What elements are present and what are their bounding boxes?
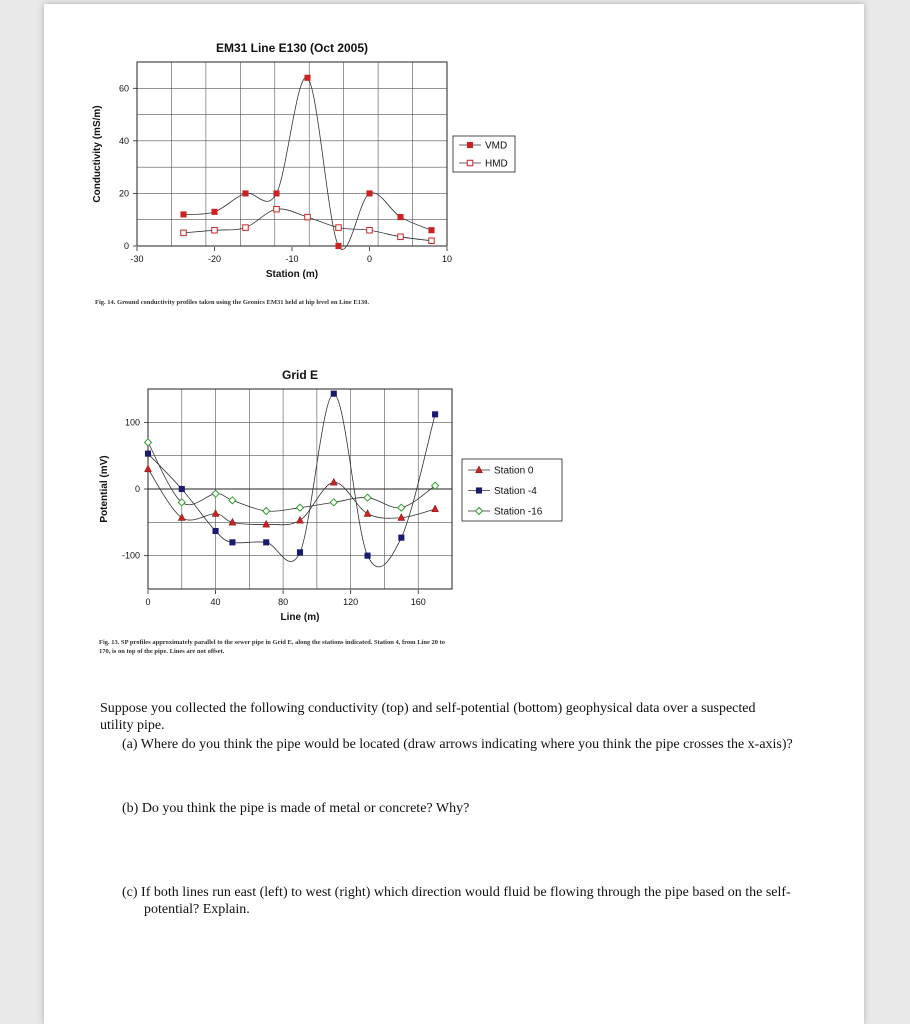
legend-label: Station -16 [494,506,543,518]
x-tick-label: 160 [410,597,426,607]
series-station-4 [145,391,438,567]
fig13-caption-line2: 170, is on top of the pipe. Lines are not offset. [99,648,225,655]
data-point [432,482,439,489]
data-point [364,510,371,517]
legend-label: HMD [485,158,508,170]
y-tick-label: 40 [118,135,129,146]
data-point [297,550,303,556]
data-point [331,391,337,397]
chart-title: EM31 Line E130 (Oct 2005) [215,41,369,55]
y-tick-label: 0 [123,241,129,251]
question-a: (a) Where do you think the pipe would be located (draw arrows indicating where you think the pipe crosses the x-axis)? [122,737,793,752]
data-point [229,497,236,504]
data-point [432,412,438,418]
data-point [432,505,439,512]
legend [462,459,562,521]
data-point [145,439,152,446]
fig14-caption: Fig. 14. Ground conductivity profiles taken using the Geonics EM31 held at hip level on Line E130. [95,299,370,306]
x-tick-label: 10 [441,254,453,264]
data-point [263,540,269,546]
data-point [212,510,219,517]
y-tick-label: 60 [118,83,129,94]
x-tick-label: 0 [366,254,373,264]
legend-marker [476,488,482,494]
data-point [297,516,304,523]
data-point [263,520,270,527]
x-tick-label: 120 [343,597,359,607]
legend-label: Station 0 [494,465,534,477]
y-axis-label: Potential (mV) [99,455,110,523]
data-point [330,478,337,485]
data-point [330,499,337,506]
fig13-chart [44,4,864,644]
y-tick-label: 0 [134,484,140,494]
data-point [399,535,405,541]
legend-label: Station -4 [494,486,537,497]
data-point [230,540,236,546]
document-page [44,4,864,1024]
data-point [263,508,270,515]
question-b: (b) Do you think the pipe is made of metal or concrete? Why? [122,801,470,816]
series-station-16 [145,439,439,515]
x-tick-label: -30 [130,254,144,264]
data-point [398,504,405,511]
x-tick-label: -20 [207,254,222,264]
series-line [148,469,435,525]
y-tick-label: 100 [124,417,140,428]
data-point [364,494,371,501]
chart-title: Grid E [281,368,319,382]
data-point [365,553,371,559]
data-point [145,465,152,472]
data-point [297,504,304,511]
x-tick-label: 80 [278,597,289,607]
y-tick-label: 20 [118,188,129,199]
x-axis-label: Station (m) [265,269,319,280]
x-tick-label: 0 [145,597,151,607]
data-point [178,514,185,521]
data-point [145,451,151,457]
x-axis-label: Line (m) [280,612,320,623]
x-tick-label: 40 [210,597,221,607]
question-c: (c) If both lines run east (left) to west (right) which direction would fluid be flowing through the pipe based on the self-potential? Explain. [122,885,791,917]
fig13-caption-line1: Fig. 13. SP profiles approximately parallel to the sewer pipe in Grid E, along the stations indicated. Station 4, from Line 20 to [99,639,446,646]
data-point [179,486,185,492]
series-station-0 [145,465,439,527]
y-axis-label: Conductivity (mS/m) [92,105,103,203]
series-line [148,394,435,567]
legend-label: VMD [485,140,508,152]
y-tick-label: -100 [121,550,140,561]
question-intro: Suppose you collected the following conductivity (top) and self-potential (bottom) geophysical data over a suspected utility pipe. [100,701,756,733]
fig13-caption [99,638,799,656]
data-point [212,490,219,497]
data-point [213,528,219,534]
x-tick-label: -10 [285,254,299,264]
